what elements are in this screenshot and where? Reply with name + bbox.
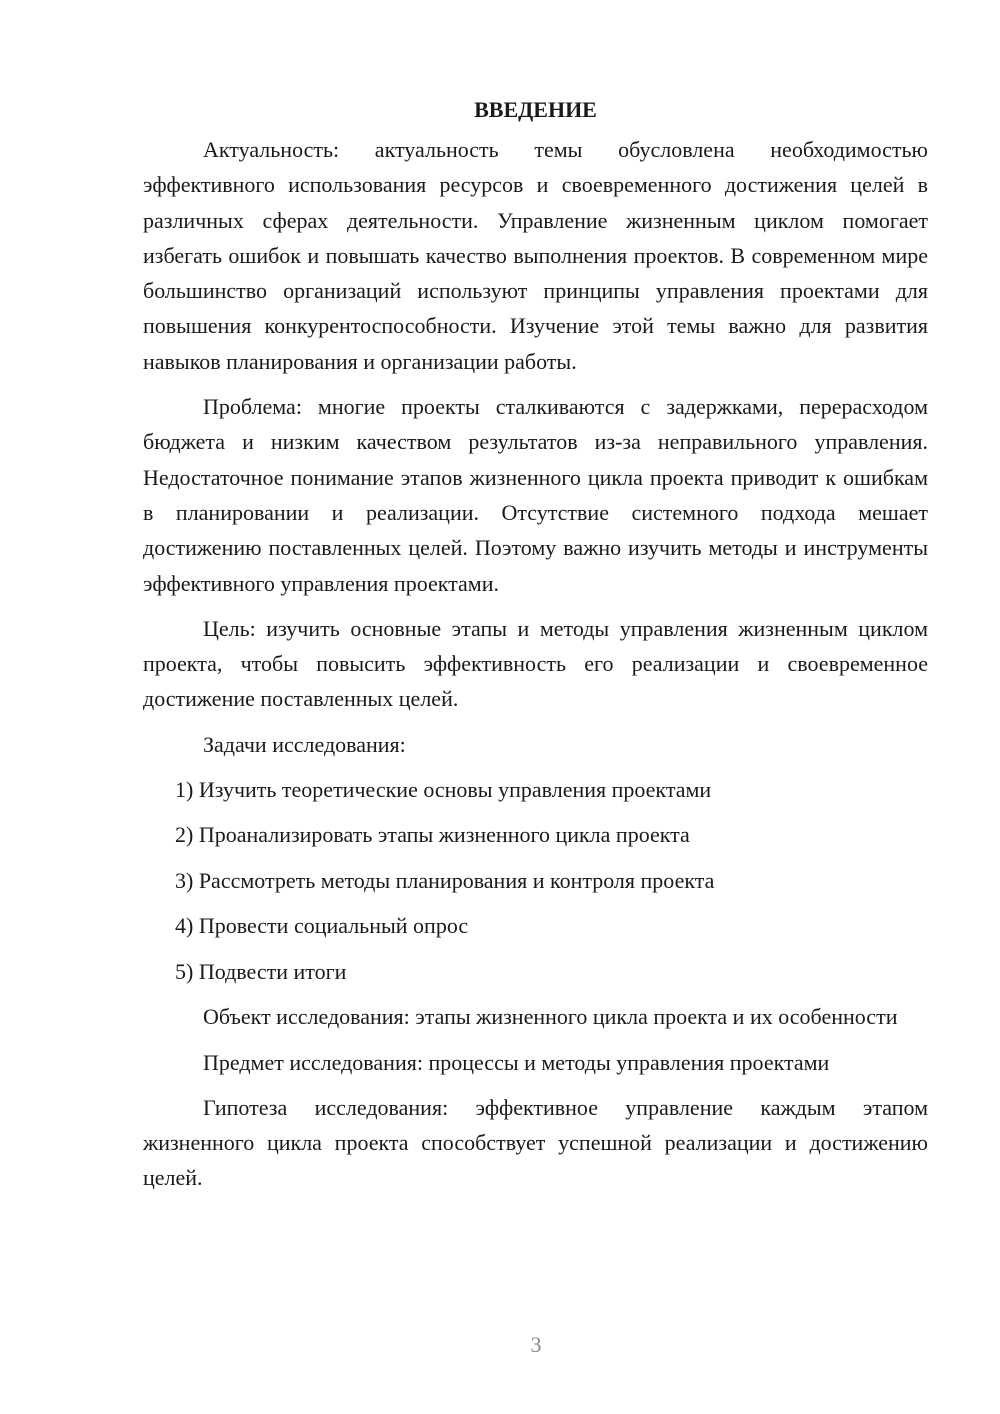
task-item: 3) Рассмотреть методы планирования и контроля проекта bbox=[175, 867, 715, 893]
task-item: 2) Проанализировать этапы жизненного цикла проекта bbox=[175, 822, 690, 848]
tasks-list bbox=[143, 772, 928, 989]
document-page bbox=[143, 92, 928, 1206]
task-item: 5) Подвести итоги bbox=[175, 958, 347, 984]
page-number: 3 bbox=[530, 1332, 542, 1357]
relevance-paragraph: Актуальность: актуальность темы обусловлена необходимостью эффективного использования ресурсов и своевременного достижения целей в различных сферах деятельности. Управление жизненным циклом помогает избегать ошибок и повышать качество выполнения проектов. В современном мире большинство организаций используют принципы управления проектами для повышения конкурентоспособности. Изучение этой темы важно для развития навыков планирования и организации работы. bbox=[143, 137, 928, 374]
problem-paragraph: Проблема: многие проекты сталкиваются с задержками, перерасходом бюджета и низким качеством результатов из-за неправильного управления. Недостаточное понимание этапов жизненного цикла проекта приводит к ошибкам в планировании и реализации. Отсутствие системного подхода мешает достижению поставленных целей. Поэтому важно изучить методы и инструменты эффективного управления проектами. bbox=[143, 394, 928, 596]
task-item: 4) Провести социальный опрос bbox=[175, 913, 469, 939]
hypothesis-paragraph: Гипотеза исследования: эффективное управление каждым этапом жизненного цикла проекта способствует успешной реализации и достижению целей. bbox=[143, 1094, 928, 1191]
object-paragraph: Объект исследования: этапы жизненного цикла проекта и их особенности bbox=[203, 1004, 898, 1030]
task-item: 1) Изучить теоретические основы управления проектами bbox=[175, 776, 712, 802]
tasks-heading: Задачи исследования: bbox=[203, 731, 406, 757]
goal-paragraph: Цель: изучить основные этапы и методы управления жизненным циклом проекта, чтобы повысить эффективность его реализации и своевременное достижение поставленных целей. bbox=[143, 615, 928, 712]
subject-paragraph: Предмет исследования: процессы и методы управления проектами bbox=[203, 1049, 830, 1075]
page-title: ВВЕДЕНИЕ bbox=[474, 97, 597, 122]
